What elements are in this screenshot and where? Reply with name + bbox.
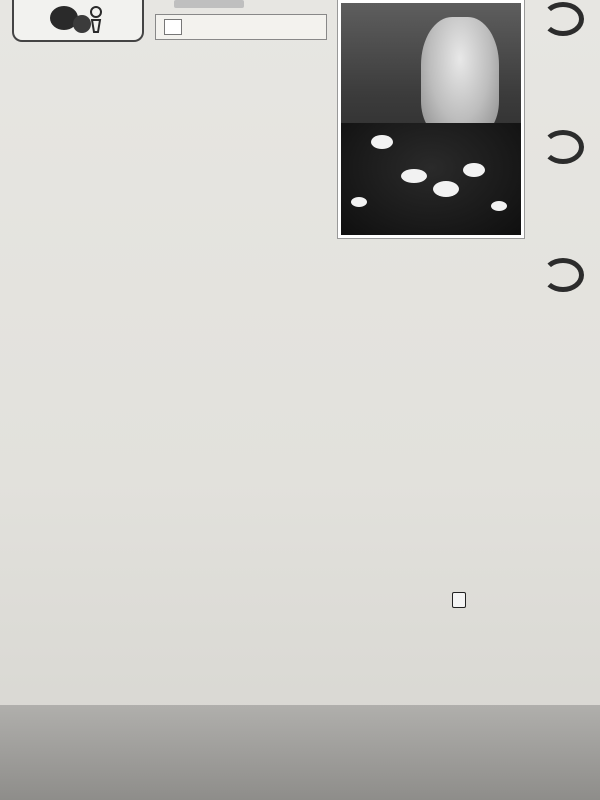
spiral-binding-ring — [552, 258, 600, 282]
document-icon — [164, 19, 182, 35]
drop-cap — [14, 138, 34, 182]
author-tag — [155, 14, 327, 40]
spiral-binding-ring — [552, 130, 600, 154]
end-mark-icon — [452, 592, 466, 608]
dog-figure — [421, 17, 499, 137]
section-logo-box — [12, 0, 144, 42]
your-space-footer — [0, 705, 600, 800]
pond — [341, 123, 521, 235]
spiral-binding-ring — [552, 2, 600, 26]
dog-cat-logo-icon — [42, 2, 112, 36]
top-tab-decoration — [174, 0, 244, 8]
golden-retriever-photo — [338, 0, 524, 238]
